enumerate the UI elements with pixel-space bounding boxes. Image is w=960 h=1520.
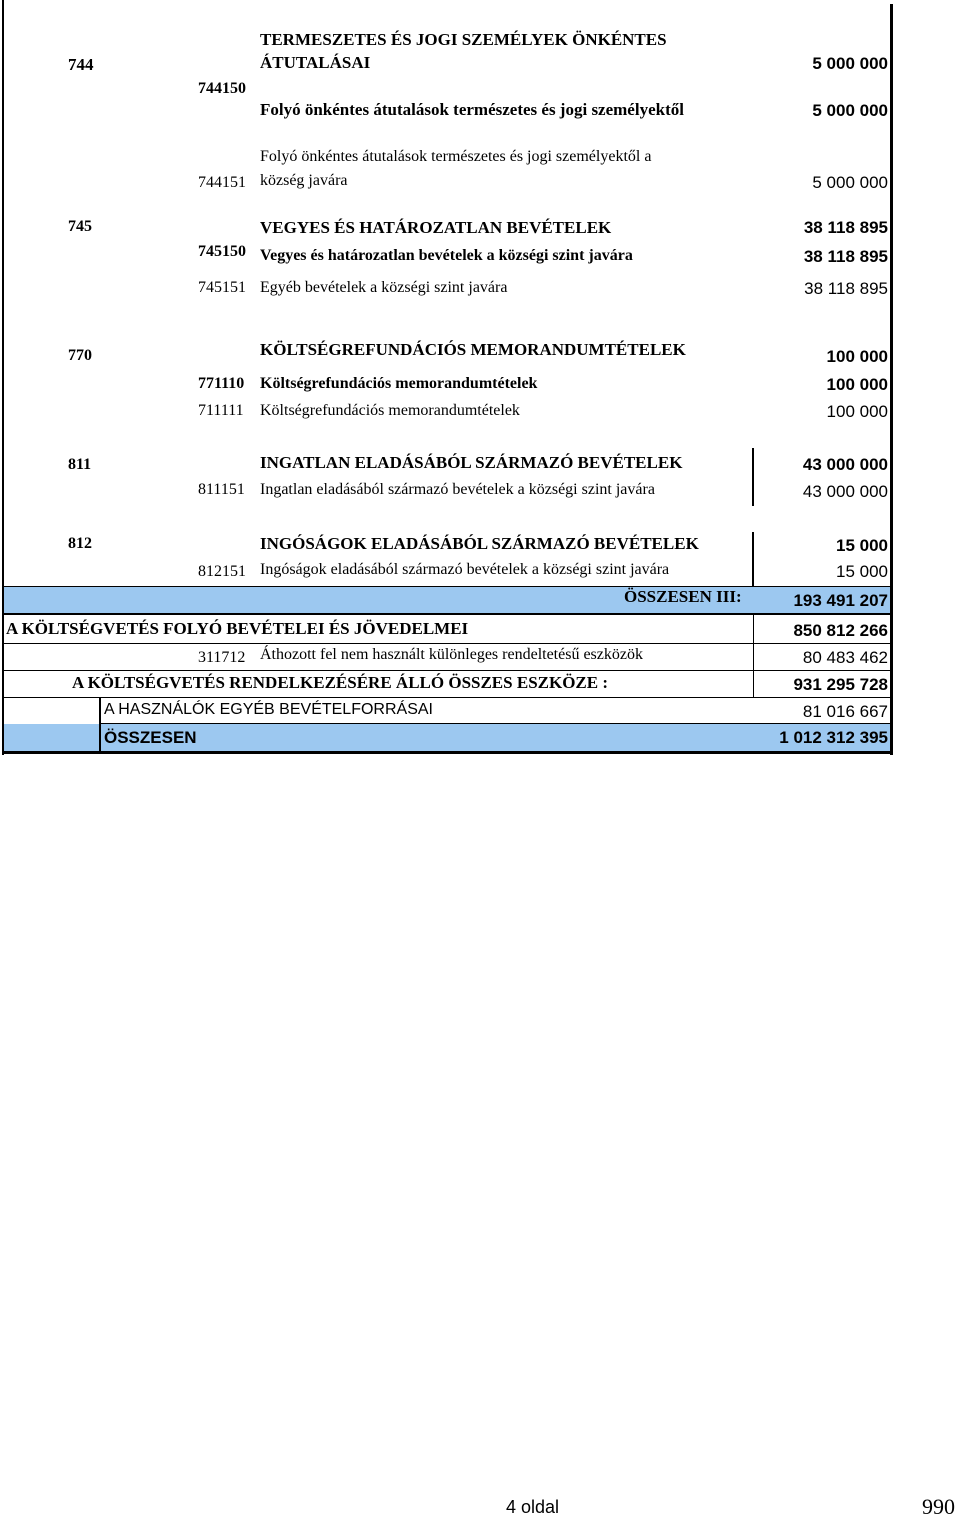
rendelkezes-label: A KÖLTSÉGVETÉS RENDELKEZÉSÉRE ÁLLÓ ÖSSZES ESZKÖZE :: [72, 673, 609, 692]
hasznalok-amount: 81 016 667: [802, 702, 888, 721]
section-811-item-label: Ingatlan eladásából származó bevételek a községi szint javára: [260, 481, 655, 498]
subtotal-amount: 193 491 207: [793, 591, 888, 610]
section-812-code: 812: [68, 535, 92, 552]
athozott-amount: 80 483 462: [802, 648, 888, 667]
grand-total-left-border: [99, 724, 101, 752]
athozott-code: 311712: [198, 649, 246, 666]
section-744-sub-amount: 5 000 000: [812, 101, 888, 120]
section-770-title: KÖLTSÉGREFUNDÁCIÓS MEMORANDUMTÉTELEK: [260, 340, 686, 359]
section-770-sub-code: 771110: [198, 375, 245, 392]
section-744-amount: 5 000 000: [812, 54, 888, 73]
section-745-item-amount: 38 118 895: [804, 279, 888, 298]
page-number: 990: [922, 1494, 955, 1519]
section-770-item-amount: 100 000: [826, 402, 888, 421]
section-745-code: 745: [68, 218, 92, 235]
section-744-item-label-line1: Folyó önkéntes átutalások természetes és jogi személyektől a: [260, 148, 652, 165]
section-811-code: 811: [68, 456, 92, 473]
section-812-item-label: Ingóságok eladásából származó bevételek a községi szint javára: [260, 561, 670, 578]
section-745-sub-label: Vegyes és határozatlan bevételek a községi szint javára: [260, 247, 633, 264]
section-745-item-code: 745151: [198, 279, 246, 296]
athozott-row-divider: [753, 644, 754, 670]
grand-total-label: ÖSSZESEN: [104, 728, 197, 747]
section-744-item-code: 744151: [198, 174, 246, 191]
section-744-title-line2: ÁTUTALÁSAI: [260, 53, 371, 72]
section-811-item-amount: 43 000 000: [802, 482, 888, 501]
section-745-sub-amount: 38 118 895: [803, 247, 888, 266]
grand-total-bottom: [2, 751, 893, 754]
section-745-title: VEGYES ÉS HATÁROZATLAN BEVÉTELEK: [260, 218, 612, 237]
section-812-amount: 15 000: [836, 536, 888, 555]
section-812-divider: [752, 532, 754, 590]
athozott-label: Áthozott fel nem használt különleges rendeltetésű eszközök: [260, 646, 643, 663]
section-744-sub-code: 744150: [198, 80, 246, 97]
page-label: 4 oldal: [506, 1497, 560, 1517]
section-812-title: INGÓSÁGOK ELADÁSÁBÓL SZÁRMAZÓ BEVÉTELEK: [260, 534, 699, 553]
section-745-item-label: Egyéb bevételek a községi szint javára: [260, 279, 508, 296]
section-745-amount: 38 118 895: [803, 218, 888, 237]
folyo-label: A KÖLTSÉGVETÉS FOLYÓ BEVÉTELEI ÉS JÖVEDELMEI: [6, 619, 469, 638]
section-770-code: 770: [68, 347, 92, 364]
subtotal-label: ÖSSZESEN III:: [624, 587, 742, 606]
table-right-border: [890, 4, 893, 755]
section-811-divider: [752, 448, 754, 506]
folyo-row-bottom: [4, 643, 890, 644]
section-812-item-code: 812151: [198, 563, 246, 580]
section-744-item-amount: 5 000 000: [812, 173, 888, 192]
table-left-border: [2, 0, 4, 755]
folyo-row-divider: [753, 615, 754, 643]
section-744-code: 744: [68, 55, 94, 74]
section-744-sub-label: Folyó önkéntes átutalások természetes és jogi személyektől: [260, 100, 684, 119]
section-770-sub-amount: 100 000: [826, 375, 888, 394]
section-811-item-code: 811151: [198, 481, 245, 498]
rendelkezes-row-bottom: [4, 697, 890, 698]
section-770-item-code: 711111: [198, 402, 244, 419]
section-744-item-label-line2: község javára: [260, 172, 348, 189]
athozott-row-bottom: [4, 670, 890, 671]
section-770-sub-label: Költségrefundációs memorandumtételek: [260, 375, 538, 392]
subtotal-band-top: [4, 586, 890, 587]
section-745-sub-code: 745150: [198, 243, 246, 260]
rendelkezes-amount: 931 295 728: [793, 675, 888, 694]
section-811-amount: 43 000 000: [802, 455, 888, 474]
section-770-item-label: Költségrefundációs memorandumtételek: [260, 402, 520, 419]
hasznalok-label: A HASZNÁLÓK EGYÉB BEVÉTELFORRÁSAI: [104, 701, 433, 718]
grand-total-amount: 1 012 312 395: [779, 728, 888, 747]
section-744-title-line1: TERMESZETES ÉS JOGI SZEMÉLYEK ÖNKÉNTES: [260, 30, 667, 49]
section-812-item-amount: 15 000: [836, 562, 888, 581]
section-770-amount: 100 000: [826, 347, 888, 366]
rendelkezes-row-divider: [753, 671, 754, 697]
section-811-title: INGATLAN ELADÁSÁBÓL SZÁRMAZÓ BEVÉTELEK: [260, 453, 683, 472]
subtotal-band-bottom: [4, 613, 890, 615]
folyo-amount: 850 812 266: [793, 621, 888, 640]
subtotal-band: [4, 587, 890, 613]
